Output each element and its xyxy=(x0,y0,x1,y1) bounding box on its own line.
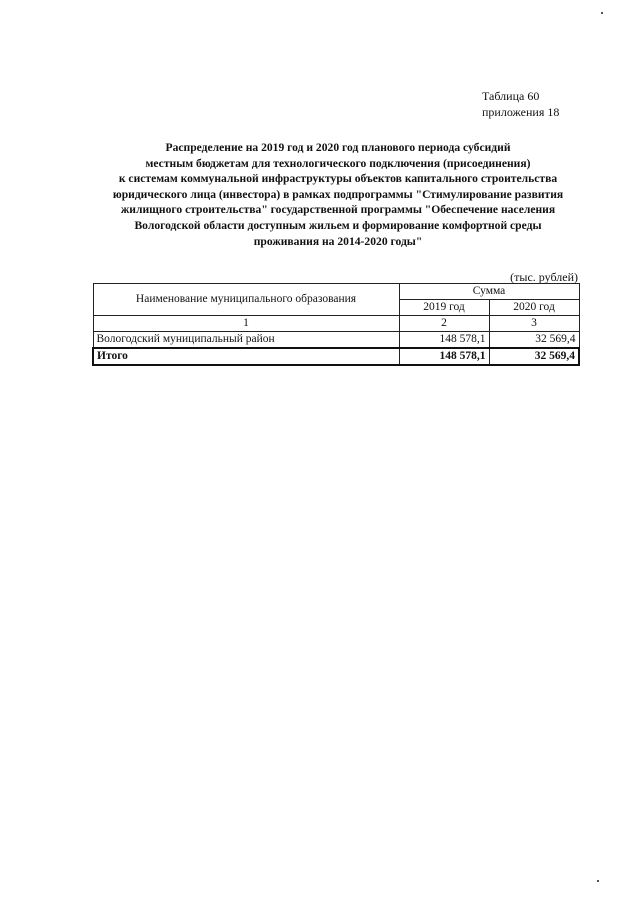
table-row xyxy=(93,332,579,349)
total-label: Итого xyxy=(93,348,399,365)
total-value-2020: 32 569,4 xyxy=(489,348,579,365)
title-line: местным бюджетам для технологического подключения (присоединения) xyxy=(145,156,531,170)
document-title xyxy=(80,140,596,249)
table-header-row xyxy=(93,284,579,300)
total-row xyxy=(93,348,579,365)
header-year-2019: 2019 год xyxy=(399,300,489,316)
scan-speck xyxy=(601,12,603,14)
row-value-2019: 148 578,1 xyxy=(399,332,489,349)
units-label: (тыс. рублей) xyxy=(510,270,578,284)
title-line: юридического лица (инвестора) в рамках подпрограммы "Стимулирование развития xyxy=(112,187,564,201)
table-reference xyxy=(482,88,582,120)
title-line: Распределение на 2019 год и 2020 год планового периода субсидий xyxy=(165,141,511,154)
scan-speck xyxy=(597,880,599,882)
reference-appendix-number: приложения 18 xyxy=(482,105,560,119)
title-line: жилищного строительства" государственной программы "Обеспечение населения xyxy=(120,203,556,217)
row-municipality-name: Вологодский муниципальный район xyxy=(93,332,399,349)
title-line: проживания на 2014-2020 годы" xyxy=(253,234,423,248)
header-year-2020: 2020 год xyxy=(489,300,579,316)
column-number: 3 xyxy=(489,316,579,332)
row-value-2020: 32 569,4 xyxy=(489,332,579,349)
title-line: Вологодской области доступным жильем и формирование комфортной среды xyxy=(134,218,542,232)
reference-table-number: Таблица 60 xyxy=(482,89,540,103)
header-sum: Сумма xyxy=(399,284,579,300)
column-number: 1 xyxy=(93,316,399,332)
subsidy-table xyxy=(92,283,580,366)
column-number: 2 xyxy=(399,316,489,332)
header-municipality-name: Наименование муниципального образования xyxy=(93,284,399,316)
column-numbering-row xyxy=(93,316,579,332)
total-value-2019: 148 578,1 xyxy=(399,348,489,365)
title-line: к системам коммунальной инфраструктуры объектов капитального строительства xyxy=(118,172,558,186)
